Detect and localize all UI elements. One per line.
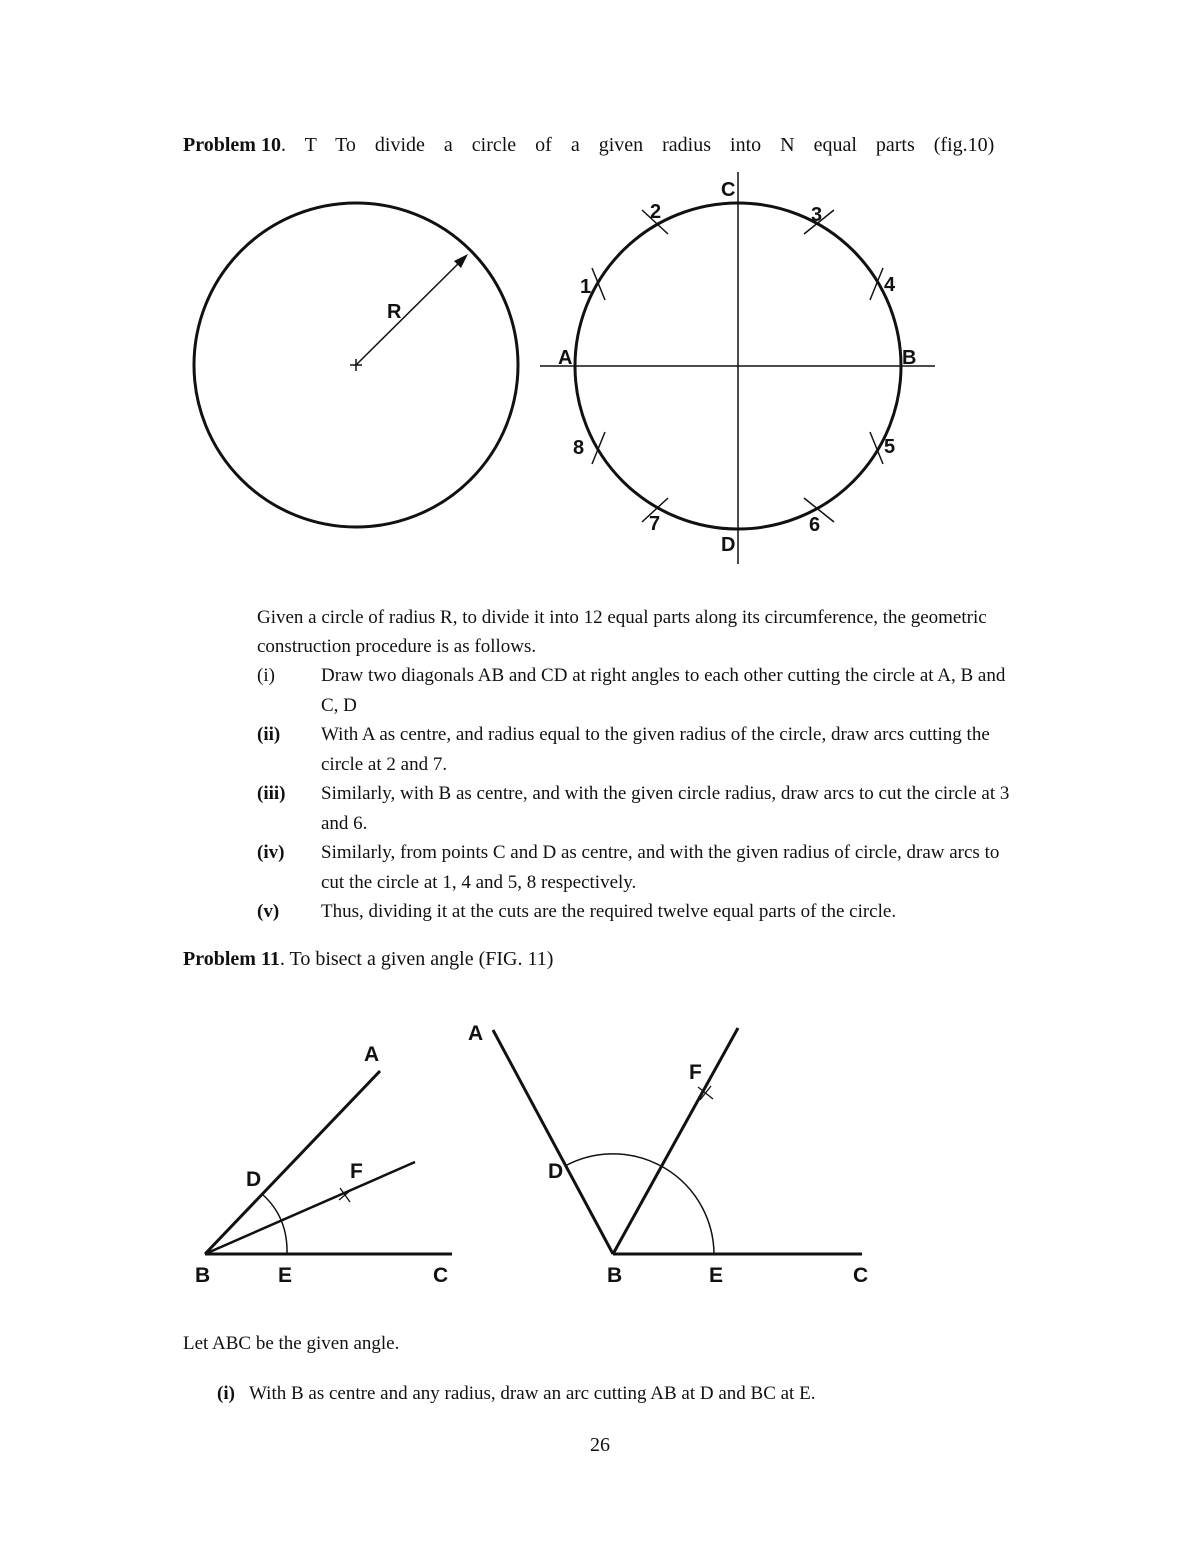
step-text: Draw two diagonals AB and CD at right angles to each other cutting the circle at A, B and C, D (321, 665, 1006, 716)
bisector-BF (205, 1162, 415, 1254)
point-4-label: 4 (884, 274, 896, 296)
point-3-label: 3 (811, 204, 823, 226)
point-5-label: 5 (884, 436, 896, 458)
problem-10-description: . T To divide a circle of a given radius into N equal parts (fig.10) (280, 134, 995, 156)
point-B-label: B (902, 347, 917, 369)
point-B-label: B (195, 1264, 211, 1287)
step-text: With B as centre and any radius, draw an arc cutting AB at D and BC at E. (249, 1383, 816, 1404)
radius-line (356, 258, 464, 365)
point-1-label: 1 (580, 276, 592, 298)
point-C-label: C (853, 1264, 869, 1287)
point-D-label: D (721, 534, 736, 556)
point-E-label: E (709, 1264, 724, 1287)
point-6-label: 6 (809, 514, 821, 536)
step-label: (v) (257, 901, 280, 922)
figure-11-right (468, 1022, 868, 1287)
figure-10 (180, 168, 980, 578)
point-2-label: 2 (650, 201, 662, 223)
point-A-label: A (468, 1022, 484, 1045)
bisector-BF (613, 1028, 738, 1254)
step-text: Similarly, from points C and D as centre, and with the given radius of circle, draw arcs to cut the circle at 1, 4 and 5, 8 respectively. (321, 842, 1000, 893)
point-7-label: 7 (649, 513, 661, 535)
point-F-label: F (689, 1061, 702, 1084)
point-8-label: 8 (573, 437, 585, 459)
step-label: (ii) (257, 724, 281, 745)
figure-11-left (195, 1043, 452, 1287)
point-F-label: F (350, 1160, 363, 1183)
problem-11-intro: Let ABC be the given angle. (183, 1333, 400, 1354)
step-text: With A as centre, and radius equal to the given radius of the circle, draw arcs cutting the circle at 2 and 7. (321, 724, 990, 775)
step-text: Similarly, with B as centre, and with the given circle radius, draw arcs to cut the circle at 3 and 6. (321, 783, 1010, 834)
problem-10-title: Problem 10 (183, 134, 281, 156)
step-text: Thus, dividing it at the cuts are the required twelve equal parts of the circle. (321, 901, 897, 922)
figure-11 (180, 1010, 900, 1300)
point-A-label: A (558, 347, 573, 369)
problem-10-intro: Given a circle of radius R, to divide it into 12 equal parts along its circumference, the geometric construction procedure is as follows. (257, 607, 987, 657)
problem-11-heading (183, 948, 1023, 971)
point-D-label: D (246, 1168, 262, 1191)
point-E-label: E (278, 1264, 293, 1287)
step-label: (i) (217, 1383, 235, 1404)
point-D-label: D (548, 1160, 564, 1183)
problem-10-heading (183, 134, 1023, 157)
step-label: (i) (257, 665, 275, 686)
step-label: (iv) (257, 842, 285, 863)
step-label: (iii) (257, 783, 286, 804)
point-B-label: B (607, 1264, 623, 1287)
problem-11-description: . To bisect a given angle (FIG. 11) (279, 948, 554, 970)
page-number: 26 (590, 1434, 610, 1456)
point-C-label: C (433, 1264, 449, 1287)
point-A-label: A (364, 1043, 380, 1066)
ray-BA (493, 1030, 613, 1254)
point-C-label: C (721, 179, 736, 201)
radius-label: R (387, 301, 402, 323)
problem-11-title: Problem 11 (183, 948, 280, 970)
